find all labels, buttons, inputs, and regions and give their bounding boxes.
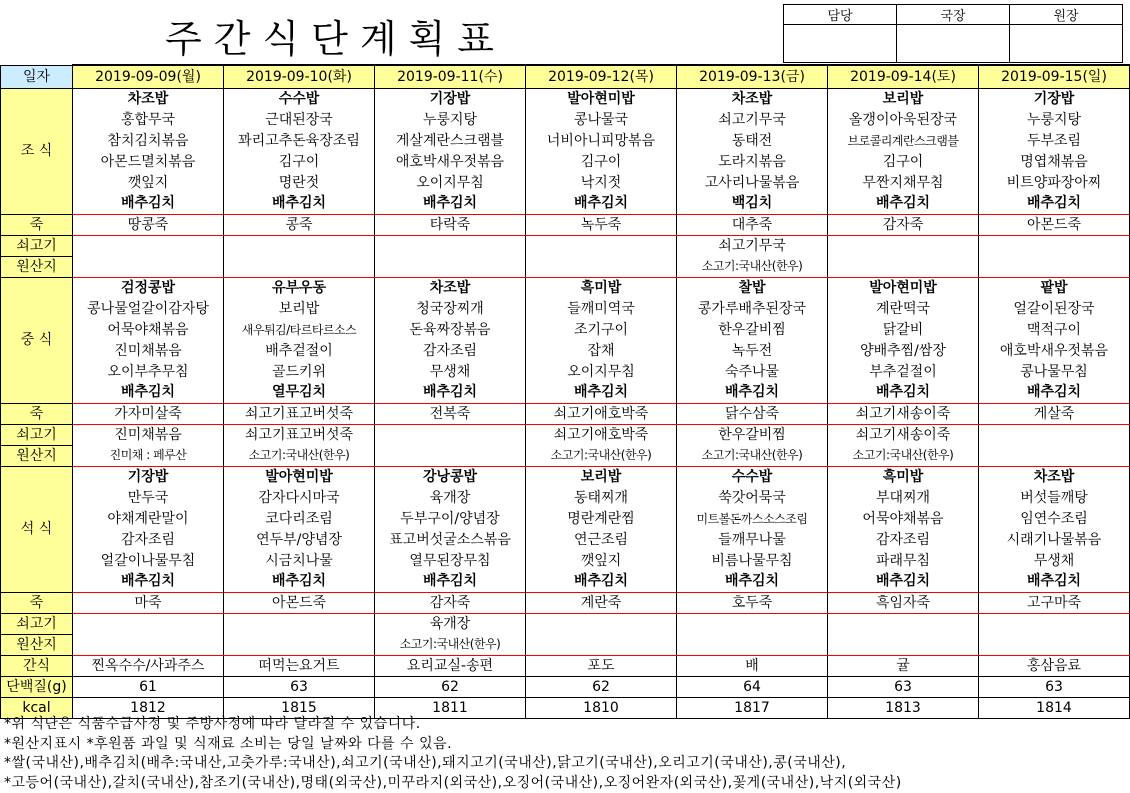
lunch-item: 찰밥 <box>677 277 828 298</box>
dinner_porridge-item: 아몬드죽 <box>224 592 375 613</box>
lunch-item: 애호박새우젓볶음 <box>979 340 1130 361</box>
breakfast-item: 두부조림 <box>979 130 1130 151</box>
note-line: *쌀(국내산),배추김치(배추:국내산,고춧가루:국내산),쇠고기(국내산),돼지고기(국내산),닭고기(국내산),오리고기(국내산),콩(국내산), <box>4 755 847 771</box>
breakfast-item: 도라지볶음 <box>677 151 828 172</box>
snack-item: 배 <box>677 655 828 676</box>
date-cell: 2019-09-14(토) <box>828 65 979 88</box>
lunch_porridge-item: 닭수삼죽 <box>677 403 828 424</box>
lunch-item: 유부우동 <box>224 277 375 298</box>
date-cell: 2019-09-12(목) <box>526 65 677 88</box>
row-label: 원산지 <box>1 445 73 466</box>
breakfast-item: 차조밥 <box>73 88 224 109</box>
approval-signature-cell[interactable] <box>897 25 1010 63</box>
lunch_beef-item: 한우갈비찜 <box>677 424 828 445</box>
lunch-item: 들깨미역국 <box>526 298 677 319</box>
dinner_beef-row <box>1 634 1130 655</box>
breakfast_beef-item <box>828 256 979 277</box>
dinner-item: 만두국 <box>73 487 224 508</box>
breakfast-item: 게살계란스크램블 <box>375 130 526 151</box>
date-cell: 2019-09-11(수) <box>375 65 526 88</box>
breakfast_beef-item <box>224 235 375 256</box>
dinner-item: 보리밥 <box>526 466 677 487</box>
lunch-row <box>1 340 1130 361</box>
dinner_beef-item <box>73 613 224 634</box>
dinner_porridge-item: 감자죽 <box>375 592 526 613</box>
row-label: 석 식 <box>1 466 73 592</box>
lunch-item: 콩나물얼갈이감자탕 <box>73 298 224 319</box>
date-header-row <box>1 65 1130 88</box>
lunch_beef-item: 진미채 : 페루산 <box>73 445 224 466</box>
lunch_beef-item: 소고기:국내산(한우) <box>526 445 677 466</box>
protein-item: 62 <box>375 676 526 697</box>
row-label: 원산지 <box>1 634 73 655</box>
row-label: 쇠고기 <box>1 235 73 256</box>
lunch-item: 열무김치 <box>224 382 375 403</box>
dinner_porridge-item: 흑임자죽 <box>828 592 979 613</box>
lunch-item: 배추김치 <box>677 382 828 403</box>
lunch-item: 콩가루배추된장국 <box>677 298 828 319</box>
lunch-item: 잡채 <box>526 340 677 361</box>
breakfast-item: 오이지무침 <box>375 172 526 193</box>
kcal-item: 1810 <box>526 697 677 718</box>
dinner_porridge-row <box>1 592 1130 613</box>
breakfast_porridge-item: 아몬드죽 <box>979 214 1130 235</box>
lunch-item: 숙주나물 <box>677 361 828 382</box>
dinner-item: 명란계란찜 <box>526 508 677 529</box>
dinner-row <box>1 508 1130 529</box>
row-label: 죽 <box>1 592 73 613</box>
dinner_beef-item <box>526 634 677 655</box>
lunch-item: 새우튀김/타르타르소스 <box>224 319 375 340</box>
breakfast-item: 보리밥 <box>828 88 979 109</box>
dinner-item: 연두부/양념장 <box>224 529 375 550</box>
breakfast_beef-item <box>526 235 677 256</box>
dinner_beef-item: 소고기:국내산(한우) <box>375 634 526 655</box>
lunch-row <box>1 277 1130 298</box>
lunch-item: 보리밥 <box>224 298 375 319</box>
lunch_porridge-item: 가자미살죽 <box>73 403 224 424</box>
approval-header: 담당 <box>784 5 897 25</box>
breakfast-item: 무짠지채무침 <box>828 172 979 193</box>
lunch_beef-item: 쇠고기애호박죽 <box>526 424 677 445</box>
dinner-item: 무생채 <box>979 550 1130 571</box>
approval-signature-cell[interactable] <box>1010 25 1123 63</box>
dinner_beef-item <box>224 613 375 634</box>
lunch_porridge-item: 쇠고기표고버섯죽 <box>224 403 375 424</box>
breakfast_porridge-row <box>1 214 1130 235</box>
row-label: 쇠고기 <box>1 424 73 445</box>
lunch-row <box>1 319 1130 340</box>
breakfast_beef-item: 소고기:국내산(한우) <box>677 256 828 277</box>
date-cell: 2019-09-10(화) <box>224 65 375 88</box>
lunch-item: 콩나물무침 <box>979 361 1130 382</box>
protein-item: 63 <box>979 676 1130 697</box>
breakfast-item: 브로콜리계란스크램블 <box>828 130 979 151</box>
dinner-item: 열무된장무침 <box>375 550 526 571</box>
dinner-item: 배추김치 <box>224 571 375 592</box>
breakfast_beef-item <box>73 256 224 277</box>
dinner-item: 감자조림 <box>828 529 979 550</box>
dinner_porridge-item: 계란죽 <box>526 592 677 613</box>
breakfast-item: 김구이 <box>224 151 375 172</box>
lunch_beef-item <box>375 445 526 466</box>
breakfast-item: 김구이 <box>828 151 979 172</box>
dinner-item: 버섯들깨탕 <box>979 487 1130 508</box>
dinner-item: 두부구이/양념장 <box>375 508 526 529</box>
lunch-item: 얼갈이된장국 <box>979 298 1130 319</box>
breakfast-item: 기장밥 <box>979 88 1130 109</box>
lunch-row <box>1 298 1130 319</box>
lunch-item: 배추김치 <box>979 382 1130 403</box>
date-label: 일자 <box>1 65 73 88</box>
dinner-item: 배추김치 <box>828 571 979 592</box>
lunch-item: 계란떡국 <box>828 298 979 319</box>
protein-item: 61 <box>73 676 224 697</box>
dinner-item: 시래기나물볶음 <box>979 529 1130 550</box>
dinner-row <box>1 529 1130 550</box>
dinner-item: 연근조림 <box>526 529 677 550</box>
row-label: 원산지 <box>1 256 73 277</box>
lunch_beef-item: 소고기:국내산(한우) <box>224 445 375 466</box>
lunch_beef-item <box>979 445 1130 466</box>
protein-item: 63 <box>224 676 375 697</box>
protein-row <box>1 676 1130 697</box>
lunch-item: 어묵야채볶음 <box>73 319 224 340</box>
dinner-item: 배추김치 <box>979 571 1130 592</box>
dinner-item: 동태찌개 <box>526 487 677 508</box>
snack-item: 떠먹는요거트 <box>224 655 375 676</box>
dinner-item: 배추김치 <box>677 571 828 592</box>
lunch_beef-item: 진미채볶음 <box>73 424 224 445</box>
dinner-item: 파래무침 <box>828 550 979 571</box>
row-label: 간식 <box>1 655 73 676</box>
breakfast_porridge-item: 녹두죽 <box>526 214 677 235</box>
lunch_porridge-item: 게살죽 <box>979 403 1130 424</box>
lunch-row <box>1 361 1130 382</box>
dinner_porridge-item: 고구마죽 <box>979 592 1130 613</box>
breakfast_beef-item <box>828 235 979 256</box>
dinner-item: 얼갈이나물무침 <box>73 550 224 571</box>
lunch-item: 오이부추무침 <box>73 361 224 382</box>
lunch-item: 배추김치 <box>526 382 677 403</box>
breakfast-item: 차조밥 <box>677 88 828 109</box>
lunch-item: 청국장찌개 <box>375 298 526 319</box>
dinner-item: 깻잎지 <box>526 550 677 571</box>
kcal-item: 1817 <box>677 697 828 718</box>
snack-item: 홍삼음료 <box>979 655 1130 676</box>
lunch-item: 배추겉절이 <box>224 340 375 361</box>
dinner_beef-item <box>828 634 979 655</box>
dinner-item: 들깨무나물 <box>677 529 828 550</box>
protein-item: 64 <box>677 676 828 697</box>
breakfast_porridge-item: 타락죽 <box>375 214 526 235</box>
dinner-item: 흑미밥 <box>828 466 979 487</box>
note-line: *고등어(국내산),갈치(국내산),참조기(국내산),명태(외국산),미꾸라지(외국산),오징어(국내산),오징어완자(외국산),꽃게(국내산),낙지(외국산) <box>4 774 902 791</box>
breakfast_beef-item <box>73 235 224 256</box>
breakfast-row <box>1 109 1130 130</box>
dinner-item: 비름나물무침 <box>677 550 828 571</box>
dinner-item: 부대찌개 <box>828 487 979 508</box>
dinner-item: 임연수조림 <box>979 508 1130 529</box>
note-line: *원산지표시 *후원품 과일 및 식재료 소비는 당일 날짜와 다를 수 있음. <box>4 735 453 752</box>
breakfast-item: 명엽채볶음 <box>979 151 1130 172</box>
breakfast-item: 꽈리고추돈육장조림 <box>224 130 375 151</box>
dinner-item: 배추김치 <box>526 571 677 592</box>
dinner-item: 코다리조림 <box>224 508 375 529</box>
lunch-item: 배추김치 <box>73 382 224 403</box>
lunch-item: 발아현미밥 <box>828 277 979 298</box>
breakfast-item: 쇠고기무국 <box>677 109 828 130</box>
lunch-item: 오이지무침 <box>526 361 677 382</box>
breakfast-item: 기장밥 <box>375 88 526 109</box>
breakfast-item: 근대된장국 <box>224 109 375 130</box>
lunch-item: 녹두전 <box>677 340 828 361</box>
lunch_beef-row <box>1 424 1130 445</box>
approval-box <box>783 4 1123 63</box>
breakfast-item: 배추김치 <box>979 193 1130 214</box>
approval-header: 원장 <box>1010 5 1123 25</box>
dinner-item: 표고버섯굴소스볶음 <box>375 529 526 550</box>
page-title: 주간식단계획표 <box>165 17 506 61</box>
breakfast-item: 김구이 <box>526 151 677 172</box>
lunch-item: 조기구이 <box>526 319 677 340</box>
dinner_beef-item <box>73 634 224 655</box>
breakfast-item: 명란젓 <box>224 172 375 193</box>
breakfast-item: 아몬드멸치볶음 <box>73 151 224 172</box>
dinner-row <box>1 487 1130 508</box>
dinner-item: 쑥갓어묵국 <box>677 487 828 508</box>
kcal-item: 1814 <box>979 697 1130 718</box>
breakfast-item: 참치김치볶음 <box>73 130 224 151</box>
dinner-item: 배추김치 <box>375 571 526 592</box>
dinner-item: 미트볼돈까스소스조림 <box>677 508 828 529</box>
dinner-item: 육개장 <box>375 487 526 508</box>
lunch-item: 닭갈비 <box>828 319 979 340</box>
kcal-item: 1811 <box>375 697 526 718</box>
lunch_beef-item: 쇠고기새송이죽 <box>828 424 979 445</box>
date-cell: 2019-09-09(월) <box>73 65 224 88</box>
breakfast_beef-item: 쇠고기무국 <box>677 235 828 256</box>
dinner-item: 발아현미밥 <box>224 466 375 487</box>
date-cell: 2019-09-13(금) <box>677 65 828 88</box>
lunch-item: 배추김치 <box>375 382 526 403</box>
lunch_beef-item <box>979 424 1130 445</box>
lunch_beef-row <box>1 445 1130 466</box>
lunch_beef-item <box>375 424 526 445</box>
breakfast_porridge-item: 콩죽 <box>224 214 375 235</box>
breakfast-item: 홍합무국 <box>73 109 224 130</box>
breakfast_beef-item <box>979 256 1130 277</box>
breakfast_porridge-item: 감자죽 <box>828 214 979 235</box>
meal-table <box>0 64 1130 719</box>
breakfast-item: 배추김치 <box>375 193 526 214</box>
lunch-row <box>1 382 1130 403</box>
snack-item: 포도 <box>526 655 677 676</box>
row-label: 죽 <box>1 403 73 424</box>
breakfast-item: 낙지젓 <box>526 172 677 193</box>
lunch_beef-item: 쇠고기표고버섯죽 <box>224 424 375 445</box>
approval-header: 국장 <box>897 5 1010 25</box>
dinner-row <box>1 550 1130 571</box>
breakfast-item: 너비아니피망볶음 <box>526 130 677 151</box>
breakfast_beef-item <box>526 256 677 277</box>
breakfast-row <box>1 172 1130 193</box>
row-label: 조 식 <box>1 88 73 214</box>
notes <box>0 715 1129 793</box>
breakfast-item: 수수밥 <box>224 88 375 109</box>
date-cell: 2019-09-15(일) <box>979 65 1130 88</box>
lunch_beef-item: 소고기:국내산(한우) <box>677 445 828 466</box>
note-line: *위 식단은 식품수급사정 및 주방사정에 따라 달라질 수 있습니다. <box>4 716 421 732</box>
lunch-item: 무생채 <box>375 361 526 382</box>
breakfast-item: 발아현미밥 <box>526 88 677 109</box>
dinner-item: 감자조림 <box>73 529 224 550</box>
protein-item: 63 <box>828 676 979 697</box>
breakfast-row <box>1 193 1130 214</box>
breakfast-item: 백김치 <box>677 193 828 214</box>
breakfast-item: 깻잎지 <box>73 172 224 193</box>
breakfast-row <box>1 130 1130 151</box>
lunch-item: 배추김치 <box>828 382 979 403</box>
breakfast_beef-item <box>375 235 526 256</box>
lunch-item: 골드키위 <box>224 361 375 382</box>
approval-signature-cell[interactable] <box>784 25 897 63</box>
row-label: 죽 <box>1 214 73 235</box>
dinner_beef-row <box>1 613 1130 634</box>
lunch_beef-item: 소고기:국내산(한우) <box>828 445 979 466</box>
breakfast-item: 콩나물국 <box>526 109 677 130</box>
dinner-item: 배추김치 <box>73 571 224 592</box>
breakfast-item: 누룽지탕 <box>979 109 1130 130</box>
breakfast_beef-row <box>1 256 1130 277</box>
breakfast_beef-item <box>375 256 526 277</box>
lunch-item: 팥밥 <box>979 277 1130 298</box>
dinner-item: 기장밥 <box>73 466 224 487</box>
dinner-item: 감자다시마국 <box>224 487 375 508</box>
lunch-item: 맥적구이 <box>979 319 1130 340</box>
lunch-item: 부추겉절이 <box>828 361 979 382</box>
dinner_beef-item <box>979 613 1130 634</box>
protein-item: 62 <box>526 676 677 697</box>
row-label: 단백질(g) <box>1 676 73 697</box>
dinner_beef-item: 육개장 <box>375 613 526 634</box>
breakfast-item: 배추김치 <box>224 193 375 214</box>
dinner-item: 어묵야채볶음 <box>828 508 979 529</box>
breakfast-item: 올갱이아욱된장국 <box>828 109 979 130</box>
row-label: 쇠고기 <box>1 613 73 634</box>
dinner-item: 강낭콩밥 <box>375 466 526 487</box>
lunch-item: 한우갈비찜 <box>677 319 828 340</box>
breakfast_beef-row <box>1 235 1130 256</box>
lunch-item: 감자조림 <box>375 340 526 361</box>
breakfast-item: 누룽지탕 <box>375 109 526 130</box>
lunch_porridge-item: 쇠고기새송이죽 <box>828 403 979 424</box>
lunch-item: 양배추찜/쌈장 <box>828 340 979 361</box>
breakfast_beef-item <box>224 256 375 277</box>
breakfast_porridge-item: 대추죽 <box>677 214 828 235</box>
lunch-item: 진미채볶음 <box>73 340 224 361</box>
breakfast-item: 배추김치 <box>73 193 224 214</box>
dinner-item: 야채계란말이 <box>73 508 224 529</box>
dinner-item: 시금치나물 <box>224 550 375 571</box>
lunch-item: 검정콩밥 <box>73 277 224 298</box>
snack-item: 찐옥수수/사과주스 <box>73 655 224 676</box>
snack-row <box>1 655 1130 676</box>
breakfast_beef-item <box>979 235 1130 256</box>
kcal-item: 1813 <box>828 697 979 718</box>
lunch-item: 차조밥 <box>375 277 526 298</box>
lunch_porridge-item: 전복죽 <box>375 403 526 424</box>
breakfast-item: 배추김치 <box>828 193 979 214</box>
dinner_beef-item <box>677 613 828 634</box>
breakfast-item: 애호박새우젓볶음 <box>375 151 526 172</box>
kcal-item: 1812 <box>73 697 224 718</box>
dinner_beef-item <box>526 613 677 634</box>
dinner-item: 차조밥 <box>979 466 1130 487</box>
lunch_porridge-row <box>1 403 1130 424</box>
snack-item: 요리교실-송편 <box>375 655 526 676</box>
breakfast-item: 비트양파장아찌 <box>979 172 1130 193</box>
dinner_porridge-item: 마죽 <box>73 592 224 613</box>
breakfast-item: 동태전 <box>677 130 828 151</box>
snack-item: 귤 <box>828 655 979 676</box>
row-label: kcal <box>1 697 73 718</box>
dinner_porridge-item: 호두죽 <box>677 592 828 613</box>
dinner-row <box>1 466 1130 487</box>
dinner_beef-item <box>828 613 979 634</box>
dinner-item: 수수밥 <box>677 466 828 487</box>
dinner_beef-item <box>224 634 375 655</box>
dinner-row <box>1 571 1130 592</box>
dinner_beef-item <box>677 634 828 655</box>
lunch-item: 흑미밥 <box>526 277 677 298</box>
breakfast-row <box>1 88 1130 109</box>
breakfast-item: 배추김치 <box>526 193 677 214</box>
lunch_porridge-item: 쇠고기애호박죽 <box>526 403 677 424</box>
row-label: 중 식 <box>1 277 73 403</box>
lunch-item: 돈육짜장볶음 <box>375 319 526 340</box>
breakfast_porridge-item: 땅콩죽 <box>73 214 224 235</box>
breakfast-row <box>1 151 1130 172</box>
kcal-item: 1815 <box>224 697 375 718</box>
breakfast-item: 고사리나물볶음 <box>677 172 828 193</box>
dinner_beef-item <box>979 634 1130 655</box>
